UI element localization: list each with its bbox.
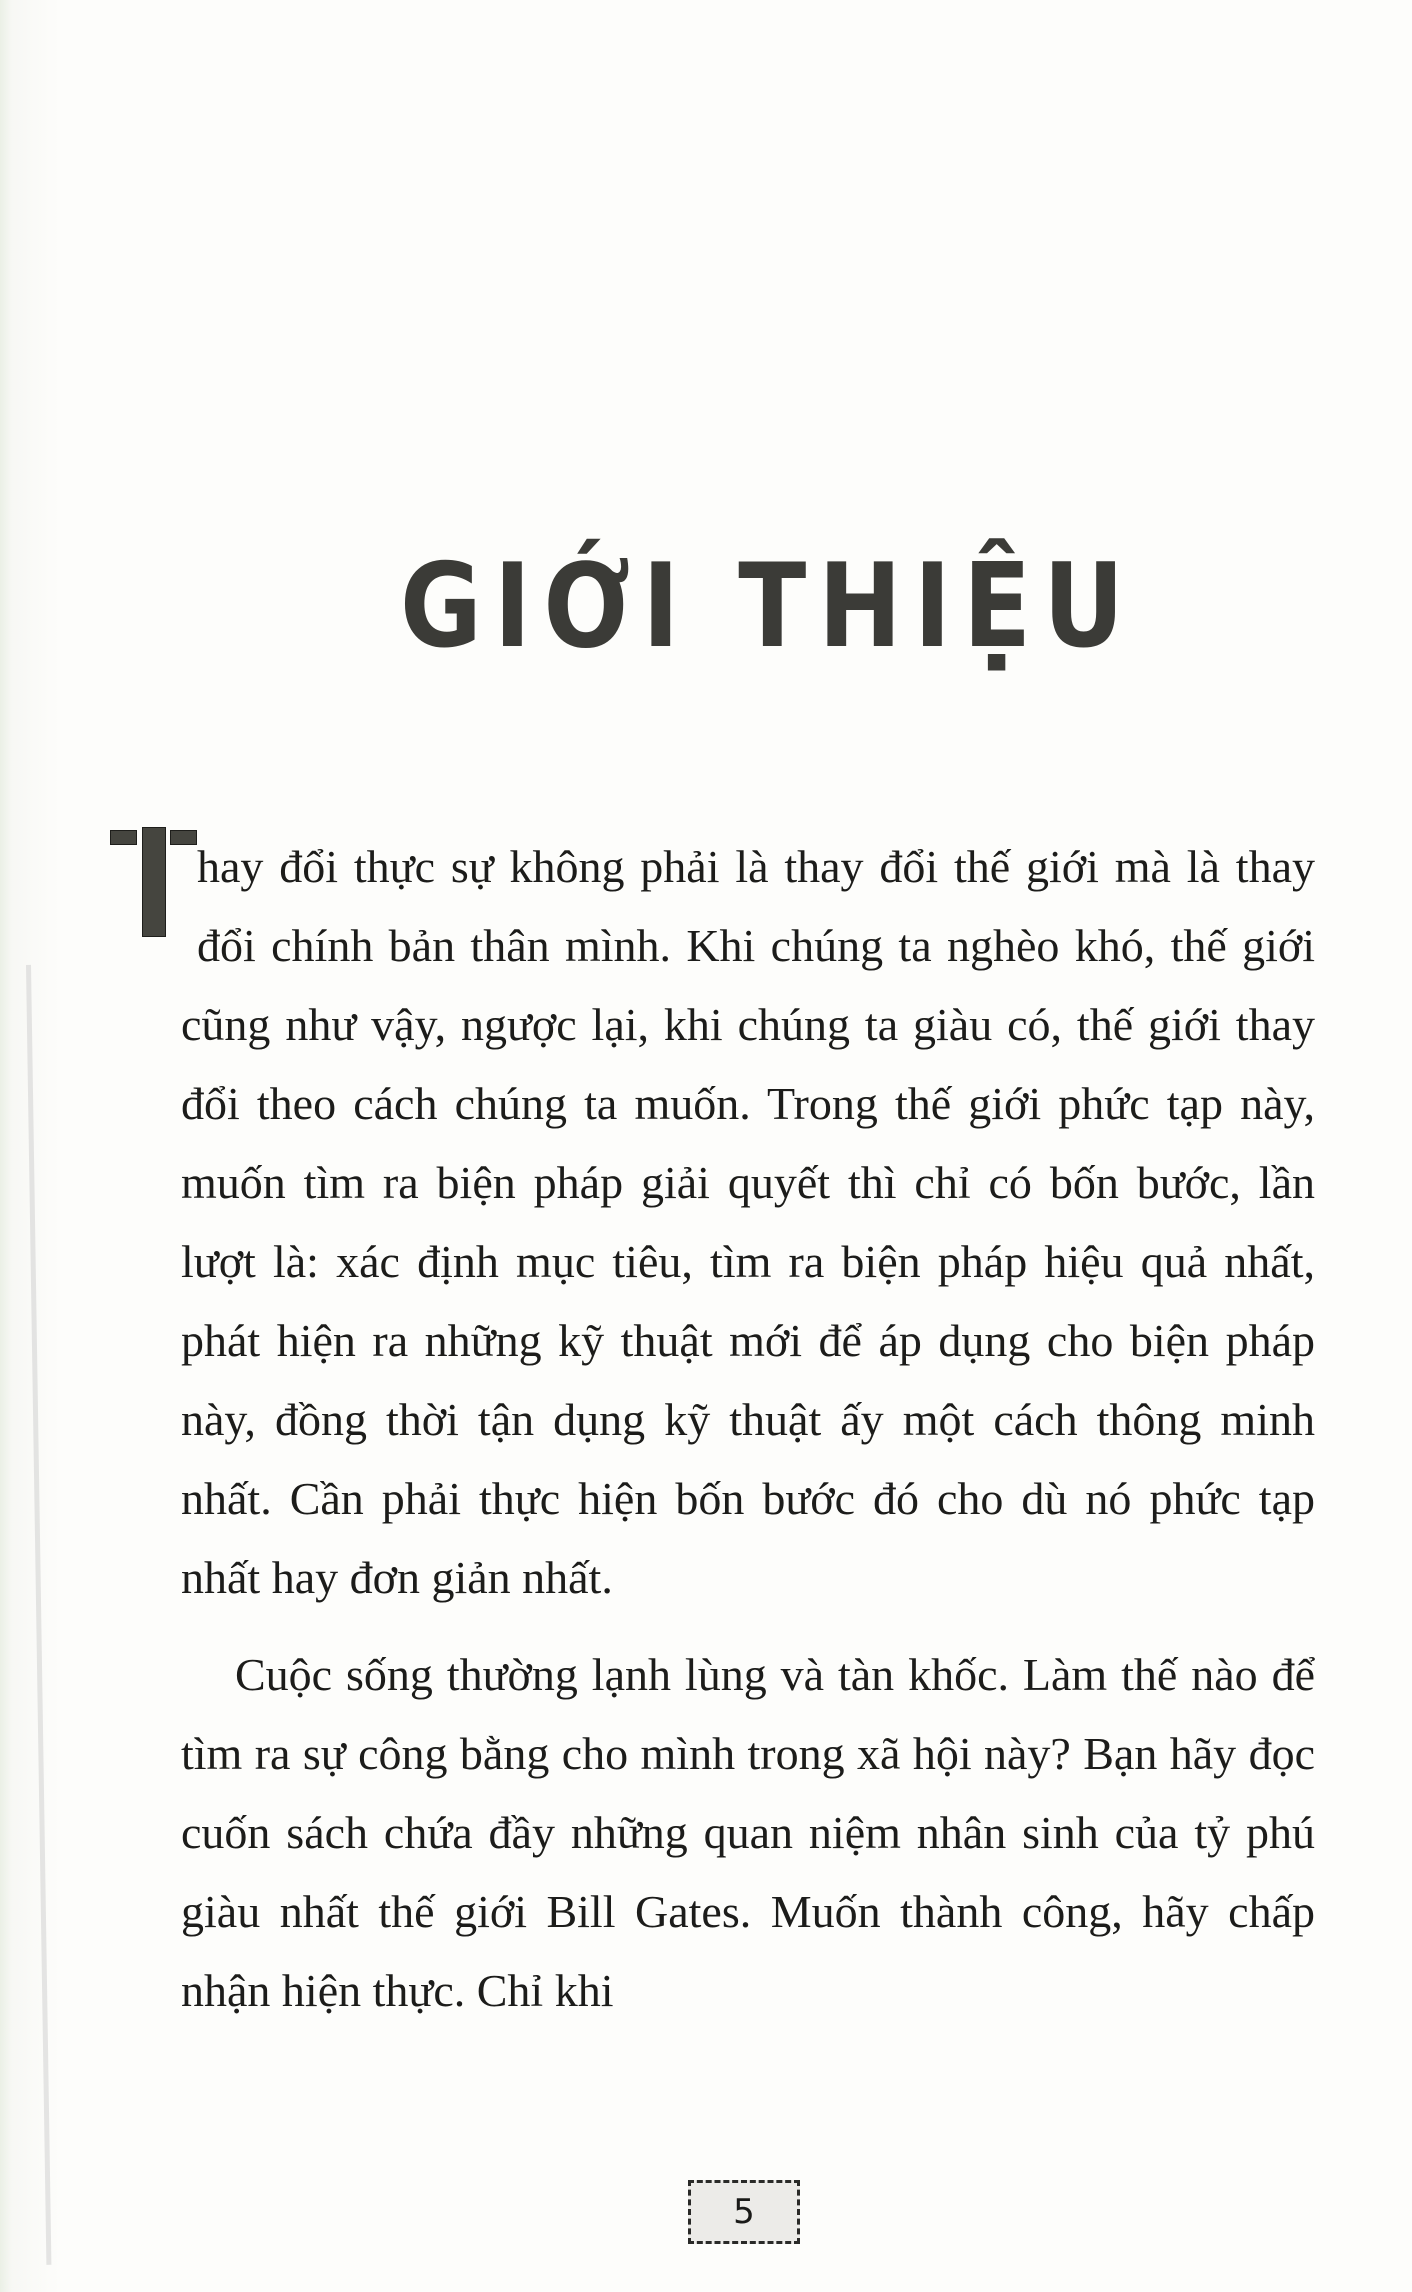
drop-cap xyxy=(55,805,197,947)
paragraph-1-text: hay đổi thực sự không phải là thay đổi thế giới mà là thay đổi chính bản thân mình. Khi chúng ta nghèo khó, thế giới cũng như vậy, ngược lại, khi chúng ta giàu có, thế giới thay đổi theo cách chúng ta muốn. Trong thế giới phức tạp này, muốn tìm ra biện pháp giải quyết thì chỉ có bốn bước, lần lượt là: xác định mục tiêu, tìm ra biện pháp hiệu quả nhất, phát hiện ra những kỹ thuật mới để áp dụng cho biện pháp này, đồng thời tận dụng kỹ thuật ấy một cách thông minh nhất. Cần phải thực hiện bốn bước đó cho dù nó phức tạp nhất hay đơn giản nhất. xyxy=(181,841,1315,1603)
paragraph-1 xyxy=(181,827,1315,1617)
drop-cap-right-bar xyxy=(170,830,197,845)
drop-cap-left-bar xyxy=(110,830,137,845)
page-number: 5 xyxy=(688,2180,800,2244)
drop-cap-letter xyxy=(55,805,56,806)
drop-cap-stem xyxy=(142,827,166,937)
paragraph-2: Cuộc sống thường lạnh lùng và tàn khốc. Làm thế nào để tìm ra sự công bằng cho mình trong xã hội này? Bạn hãy đọc cuốn sách chứa đầy những quan niệm nhân sinh của tỷ phú giàu nhất thế giới Bill Gates. Muốn thành công, hãy chấp nhận hiện thực. Chỉ khi xyxy=(181,1649,1315,2016)
chapter-title: GIỚI THIỆU xyxy=(400,539,1137,674)
body-text xyxy=(181,827,1315,2030)
